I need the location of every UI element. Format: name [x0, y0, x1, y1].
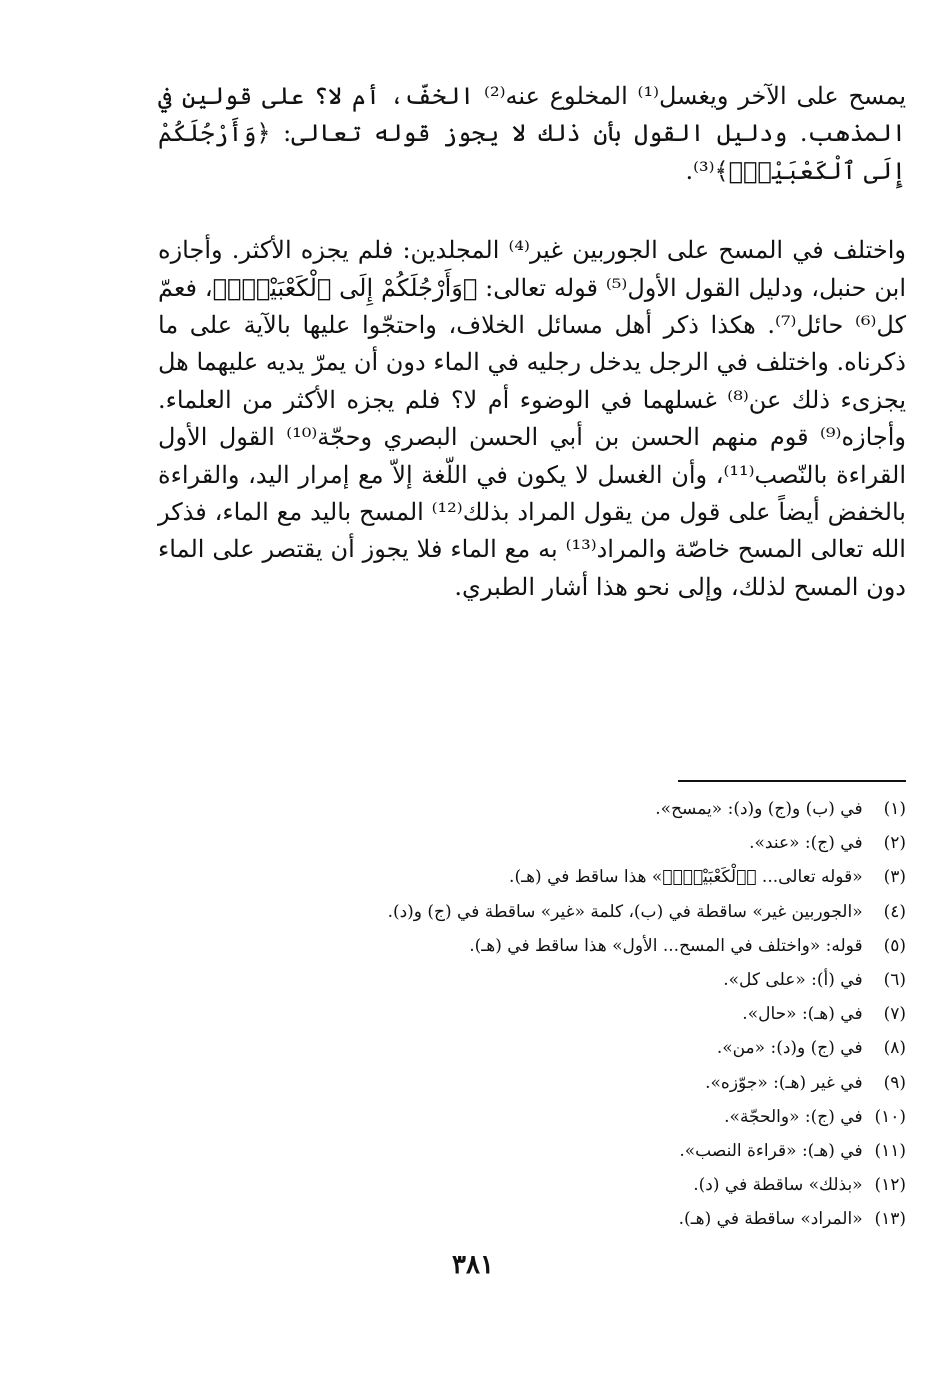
footnote-number: (١٣)	[874, 1209, 906, 1230]
footnote-number: (٩)	[883, 1072, 906, 1093]
footnote-text: في (ج) و(د): «من».	[716, 1038, 863, 1059]
main-text	[158, 78, 906, 606]
footnote-number: (٤)	[883, 901, 906, 922]
footnote-number: (١٠)	[874, 1106, 906, 1127]
footnote-item	[150, 826, 906, 860]
footnote-item	[150, 792, 906, 826]
footnote-number: (٧)	[883, 1004, 906, 1025]
footnote-item	[150, 1066, 906, 1100]
footnote-text: «قوله تعالى... ﴿ٱلْكَعْبَيْنِۚ﴾» هذا ساقط في (هـ).	[509, 867, 863, 888]
footnotes-list	[150, 792, 906, 1237]
paragraph-2: واختلف في المسح على الجوربين غير⁽⁴⁾ المجلدين: فلم يجزه الأكثر. وأجازه ابن حنبل، ودليل القول الأول⁽⁵⁾ قوله تعالى: ﴿وَأَرْجُلَكُمْ إِلَى ٱلْكَعْبَيْنِۚ﴾، فعمّ كل⁽⁶⁾ حائل⁽⁷⁾. هكذا ذكر أهل مسائل الخلاف، واحتجّوا عليها بالآية على ما ذكرناه. واختلف في الرجل يدخل رجليه في الماء دون أن يمرّ يديه عليهما هل يجزىء ذلك عن⁽⁸⁾ غسلهما في الوضوء أم لا؟ فلم يجزه الأكثر من العلماء. وأجازه⁽⁹⁾ قوم منهم الحسن بن أبي الحسن البصري وحجّة⁽¹⁰⁾ القول الأول القراءة بالنّصب⁽¹¹⁾، وأن الغسل لا يكون في اللّغة إلاّ مع إمرار اليد، والقراءة بالخفض أيضاً على قول من يقول المراد بذلك⁽¹²⁾ المسح باليد مع الماء، فذكر الله تعالى المسح خاصّة والمراد⁽¹³⁾ به مع الماء فلا يجوز أن يقتصر على الماء دون المسح لذلك، وإلى نحو هذا أشار الطبري.	[158, 236, 907, 601]
footnote-text: في (هـ): «حال».	[742, 1004, 863, 1025]
footnote-item	[150, 1100, 906, 1134]
footnote-text: في (أ): «على كل».	[723, 970, 863, 991]
footnote-text: «الجوربين غير» ساقطة في (ب)، كلمة «غير» ساقطة في (ج) و(د).	[387, 901, 863, 922]
page-number: ٣٨١	[452, 1250, 494, 1280]
paragraph-1: يمسح على الآخر ويغسل⁽¹⁾ المخلوع عنه⁽²⁾ الخفّ، أم لا؟ على قولين في المذهب. ودليل القول بأن ذلك لا يجوز قوله تعالى: ﴿وَأَرْجُلَكُمْ إِلَى ٱلْكَعْبَيْنِۚ﴾⁽³⁾.	[158, 82, 907, 185]
footnote-item	[150, 997, 906, 1031]
footnote-number: (٣)	[883, 867, 906, 888]
footnote-separator	[678, 780, 906, 782]
footnote-item	[150, 929, 906, 963]
footnote-item	[150, 895, 906, 929]
footnote-number: (٢)	[883, 833, 906, 854]
footnote-text: في (هـ): «قراءة النصب».	[679, 1141, 863, 1162]
footnote-text: «المراد» ساقطة في (هـ).	[678, 1209, 863, 1230]
footnote-text: في (ب) و(ج) و(د): «يمسح».	[655, 799, 863, 819]
footnote-text: في غير (هـ): «جوّزه».	[705, 1072, 863, 1093]
footnote-text: في (ج): «عند».	[749, 833, 863, 854]
footnote-text: في (ج): «والحجّة».	[724, 1106, 863, 1127]
footnote-number: (٨)	[883, 1038, 906, 1059]
footnote-item	[150, 1031, 906, 1065]
footnote-number: (١١)	[874, 1141, 906, 1162]
footnote-item	[150, 1168, 906, 1202]
footnote-number: (١٢)	[874, 1175, 906, 1196]
footnote-text: قوله: «واختلف في المسح... الأول» هذا ساقط في (هـ).	[469, 935, 863, 956]
footnote-item	[150, 1202, 906, 1236]
footnote-number: (٥)	[883, 935, 906, 956]
footnote-number: (٦)	[883, 970, 906, 991]
footnote-item	[150, 963, 906, 997]
footnote-text: «بذلك» ساقطة في (د).	[693, 1175, 863, 1196]
footnote-item	[150, 860, 906, 894]
footnote-item	[150, 1134, 906, 1168]
footnote-number: (١)	[883, 799, 906, 819]
